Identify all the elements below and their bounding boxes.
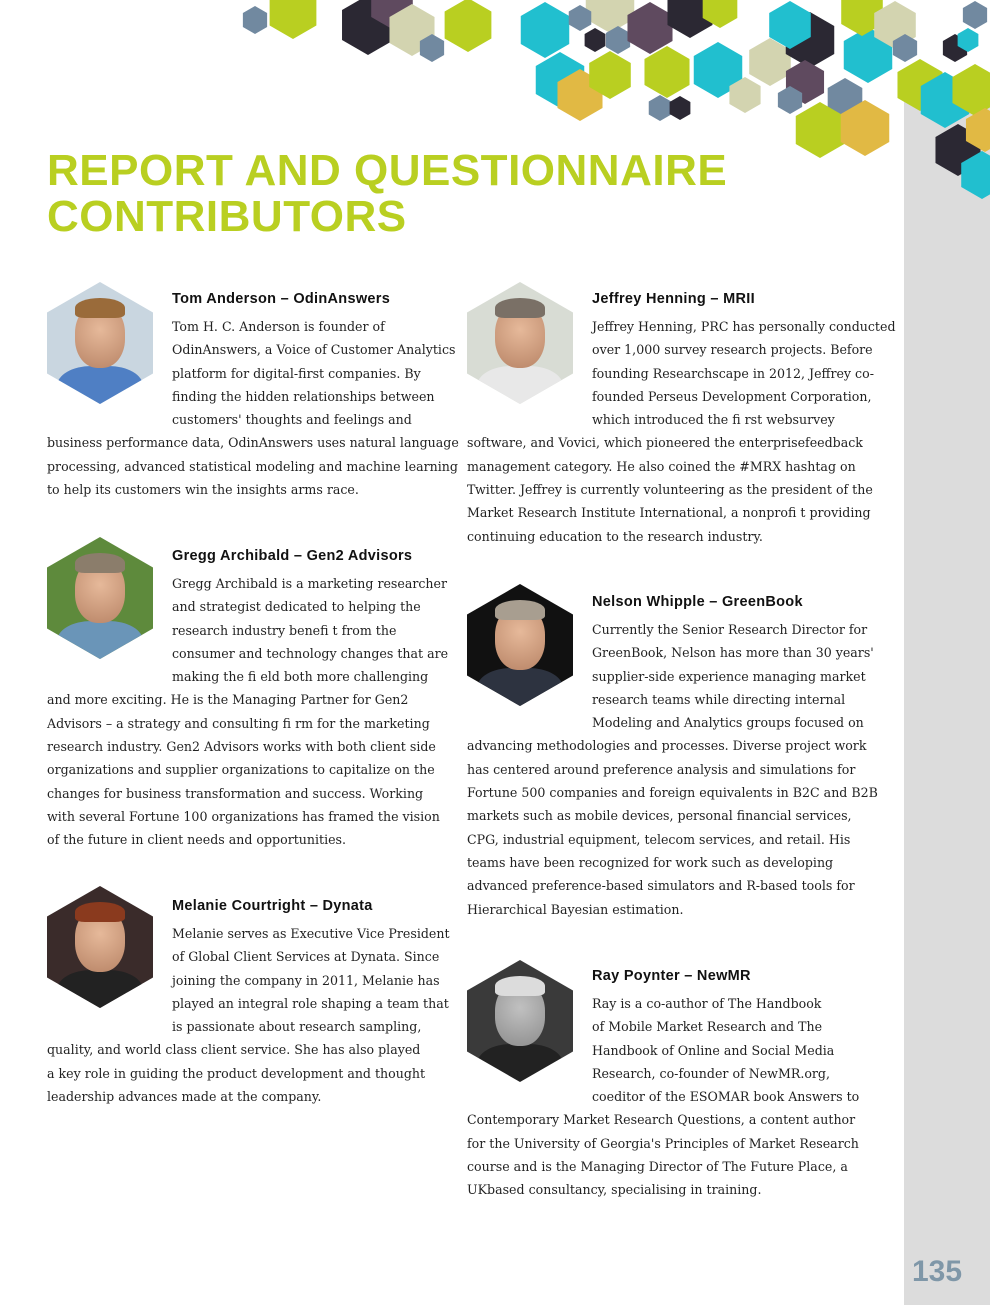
bio-line: supplier-side experience managing market — [592, 668, 866, 684]
contributor-bio — [467, 618, 878, 921]
bio-line: advanced preference-based simulators and R-based tools for — [467, 878, 855, 894]
page-number: 135 — [912, 1255, 963, 1288]
bio-line: Market Research Institute International, a nonprofi t providing — [467, 505, 871, 521]
bio-line: Melanie serves as Executive Vice President — [172, 926, 450, 941]
bio-line: and more exciting. He is the Managing Partner for Gen2 — [47, 692, 409, 708]
hexagon-shape — [649, 95, 672, 121]
bio-line: over 1,000 survey research projects. Before — [592, 342, 873, 358]
bio-line: processing, advanced statistical modeling and machine learning — [47, 458, 458, 474]
hexagon-shape — [243, 6, 267, 34]
bio-line: a key role in guiding the product development and thought — [47, 1065, 426, 1081]
contributor-name: Ray Poynter – NewMR — [592, 968, 751, 984]
bio-line: founded Perseus Development Corporation, — [592, 388, 872, 404]
hexagon-shape — [963, 1, 987, 29]
contributor-bio — [47, 572, 448, 852]
bio-line: consumer and technology changes that are — [172, 645, 449, 661]
page-side-strip — [904, 95, 990, 1305]
bio-line: leadership advances made at the company. — [47, 1089, 322, 1105]
contributor-name: Jeffrey Henning – MRII — [592, 291, 755, 307]
bio-line: changes for business transformation and success. Working — [47, 785, 424, 801]
bio-line: Modeling and Analytics groups focused on — [592, 715, 864, 731]
bio-line: of Global Client Services at Dynata. Since — [172, 949, 440, 965]
hexagon-shape — [521, 2, 569, 58]
hexagon-shape — [670, 96, 691, 120]
bio-line: Fortune 500 companies and foreign equivalents in B2C and B2B — [467, 785, 878, 801]
bio-line: OdinAnswers, a Voice of Customer Analytics — [172, 342, 456, 358]
bio-line: to help its customers win the insights arms race. — [47, 482, 359, 498]
hexagon-shape — [585, 28, 606, 52]
bio-line: research industry benefi t from the — [172, 622, 397, 638]
bio-line: finding the hidden relationships between — [172, 388, 435, 404]
contributor-name: Gregg Archibald – Gen2 Advisors — [172, 548, 413, 564]
bio-line: organizations and supplier organizations to capitalize on the — [47, 762, 435, 778]
page-title-line-2: CONTRIBUTORS — [47, 192, 407, 241]
bio-line: business performance data, OdinAnswers uses natural language — [47, 435, 459, 451]
bio-line: joining the company in 2011, Melanie has — [172, 972, 440, 988]
hexagon-shape — [270, 0, 317, 39]
bio-line: making the fi eld both more challenging — [172, 669, 429, 685]
bio-line: of the future in client needs and opportunities. — [47, 832, 347, 848]
bio-line: customers' thoughts and feelings and — [172, 412, 412, 428]
bio-line: teams have been recognized for work such as developing — [467, 854, 834, 870]
bio-line: quality, and world class client service. She has also played — [47, 1042, 421, 1058]
bio-line: and strategist dedicated to helping the — [172, 599, 421, 615]
bio-line: of Mobile Market Research and The — [592, 1019, 823, 1035]
hexagon-shape — [644, 46, 689, 98]
bio-line: Hierarchical Bayesian estimation. — [467, 901, 684, 917]
bio-line: played an integral role shaping a team that — [172, 995, 449, 1011]
bio-line: Twitter. Jeffrey is currently volunteering as the president of the — [467, 482, 873, 498]
bio-line: with several Fortune 100 organizations has framed the vision — [47, 808, 440, 824]
bio-line: management category. He also coined the #MRX hashtag on — [467, 458, 856, 474]
bio-line: research teams while directing internal — [592, 691, 846, 707]
bio-line: Research, co-founder of NewMR.org, — [592, 1065, 830, 1081]
hexagon-shape — [586, 0, 634, 33]
contributor-name: Nelson Whipple – GreenBook — [592, 594, 803, 610]
bio-line: has centered around preference analysis and simulations for — [467, 761, 856, 777]
bio-line: research industry. Gen2 Advisors works with both client side — [47, 739, 436, 755]
bio-line: platform for digital-first companies. By — [172, 365, 421, 381]
contributor-bio — [467, 315, 896, 548]
hexagon-shape — [445, 0, 492, 52]
contributor-bio — [47, 922, 450, 1108]
bio-line: CPG, industrial equipment, telecom services, and retail. His — [467, 831, 851, 847]
bio-line: software, and Vovici, which pioneered the enterprisefeedback — [467, 435, 863, 451]
bio-line: Ray is a co-author of The Handbook — [592, 996, 822, 1011]
page-title — [47, 148, 727, 240]
bio-line: continuing education to the research industry. — [467, 528, 763, 544]
contributor-name: Tom Anderson – OdinAnswers — [172, 291, 391, 307]
bio-line: Tom H. C. Anderson is founder of — [172, 319, 385, 334]
bio-line: Jeffrey Henning, PRC has personally conducted — [592, 319, 896, 334]
bio-line: coeditor of the ESOMAR book Answers to — [592, 1089, 860, 1105]
bio-line: markets such as mobile devices, personal financial services, — [467, 808, 852, 824]
bio-line: is passionate about research sampling, — [172, 1019, 422, 1035]
page-title-line-1: REPORT AND QUESTIONNAIRE — [47, 146, 728, 195]
bio-line: Currently the Senior Research Director for — [592, 622, 868, 637]
bio-line: which introduced the fi rst websurvey — [592, 412, 835, 428]
bio-line: Handbook of Online and Social Media — [592, 1042, 835, 1058]
contributor-bio — [47, 315, 459, 501]
bio-line: GreenBook, Nelson has more than 30 years' — [592, 645, 874, 661]
contributor-name: Melanie Courtright – Dynata — [172, 898, 373, 914]
contributor-bio — [467, 992, 859, 1202]
bio-line: Advisors – a strategy and consulting fi rm for the marketing — [47, 715, 430, 731]
bio-line: for the University of Georgia's Principles of Market Research — [467, 1135, 859, 1151]
bio-line: Gregg Archibald is a marketing researcher — [172, 576, 448, 591]
bio-line: UKbased consultancy, specialising in training. — [467, 1182, 762, 1198]
bio-line: advancing methodologies and processes. Diverse project work — [467, 738, 867, 754]
bio-line: Contemporary Market Research Questions, a content author — [467, 1112, 856, 1128]
bio-line: founding Researchscape in 2012, Jeffrey co- — [592, 365, 874, 381]
bio-line: course and is the Managing Director of The Future Place, a — [467, 1159, 848, 1175]
